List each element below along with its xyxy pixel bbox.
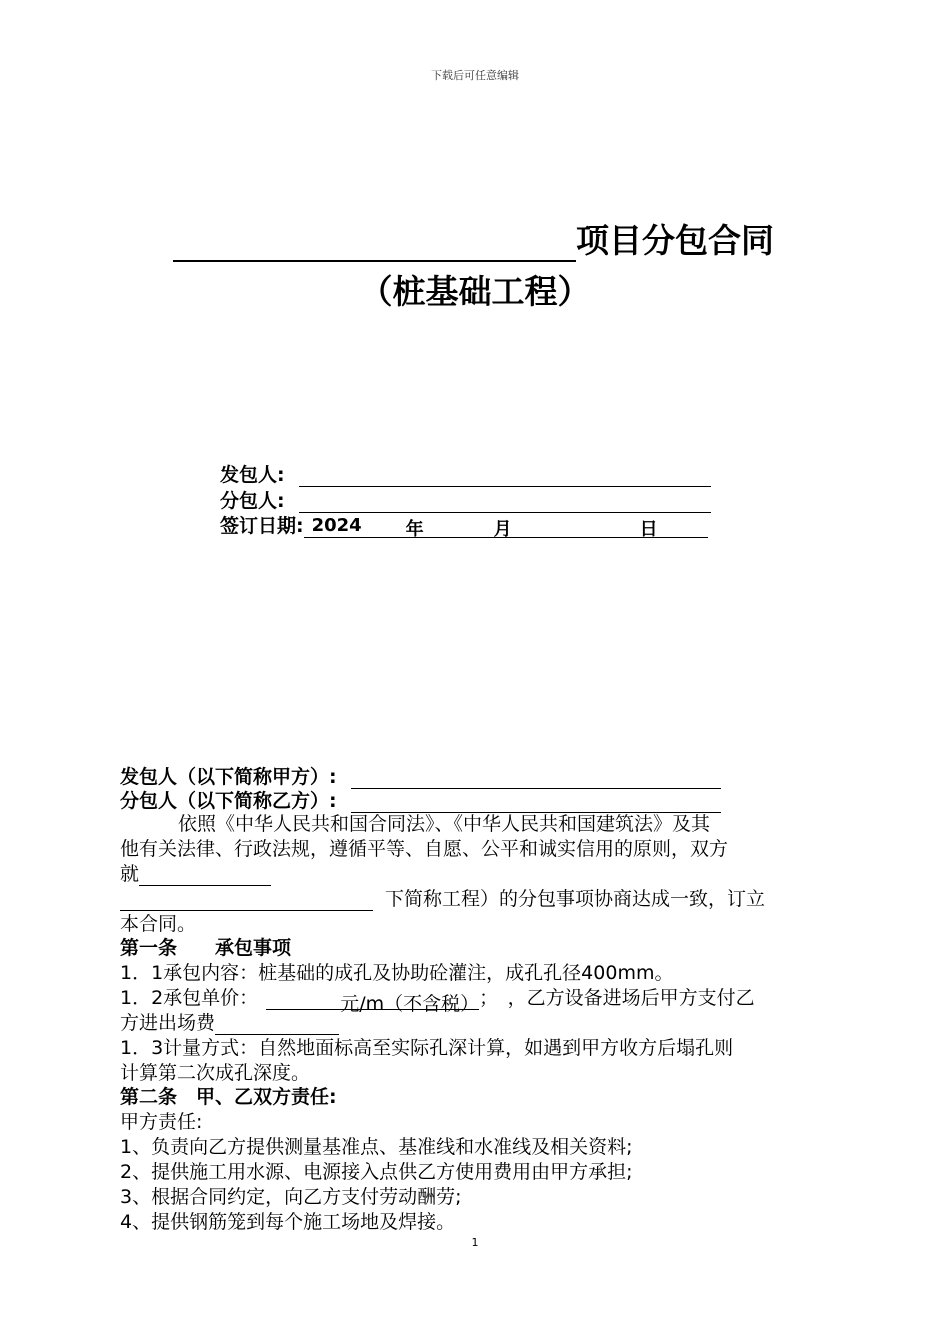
party-b-label: 分包人（以下简称乙方）: (120, 790, 337, 812)
project-name-blank-2 (120, 890, 373, 911)
party-a-responsibilities: 甲方责任: (120, 1111, 203, 1133)
cover-sign-date (220, 511, 708, 538)
item-1-2-suffix: ； ，乙方设备进场后甲方支付乙 (479, 987, 755, 1009)
intro-line-3-text: 就 (120, 863, 140, 885)
unit-price-blank (266, 989, 480, 1015)
project-name-blank (173, 226, 576, 262)
intro-line-4 (120, 884, 765, 911)
contract-subtitle: （桩基础工程） (359, 272, 591, 311)
cover-subcontractor-blank (299, 492, 711, 513)
party-a-line (120, 762, 721, 789)
item-1-3-line-1: 1．3计量方式：自然地面标高至实际孔深计算，如遇到甲方收方后塌孔则 (120, 1037, 734, 1059)
responsibility-4: 4、提供钢筋笼到每个施工场地及焊接。 (120, 1211, 456, 1233)
intro-line-4-text: 下简称工程）的分包事项协商达成一致，订立 (385, 888, 766, 910)
cover-subcontractor-label: 分包人: (220, 490, 285, 512)
page-number: 1 (471, 1236, 479, 1249)
cover-employer-label: 发包人: (220, 464, 285, 486)
cover-date-label: 签订日期: (220, 515, 304, 537)
contract-title-text: 项目分包合同 (576, 221, 774, 260)
article-2-title: 第二条 甲、乙双方责任: (120, 1086, 337, 1108)
header-note: 下载后可任意编辑 (431, 69, 519, 82)
party-a-label: 发包人（以下简称甲方）: (120, 766, 337, 788)
item-1-3-line-2: 计算第二次成孔深度。 (120, 1062, 311, 1084)
cover-date-year-unit: 年 (405, 519, 424, 540)
responsibility-3: 3、根据合同约定，向乙方支付劳动酬劳; (120, 1186, 462, 1208)
intro-line-2: 他有关法律、行政法规，遵循平等、自愿、公平和诚实信用的原则，双方 (120, 838, 729, 860)
intro-line-3 (120, 859, 271, 886)
intro-line-5: 本合同。 (120, 913, 197, 935)
cover-subcontractor (220, 486, 711, 513)
responsibility-2: 2、提供施工用水源、电源接入点供乙方使用费用由甲方承担; (120, 1161, 633, 1183)
cover-date-month-unit: 月 (493, 519, 512, 540)
entry-fee-blank (215, 1014, 339, 1035)
article-1-title: 第一条 承包事项 (120, 937, 292, 959)
item-1-2-prefix: 1．2承包单价： (120, 987, 259, 1009)
project-blank (139, 865, 271, 886)
contract-title (173, 215, 774, 262)
item-1-2-line-2 (120, 1008, 339, 1035)
responsibility-1: 1、负责向乙方提供测量基准点、基准线和水准线及相关资料; (120, 1136, 633, 1158)
cover-date-blank (304, 515, 708, 538)
unit-price-unit: 元/m（不含税） (340, 993, 480, 1015)
item-1-2-line-2-text: 方进出场费 (120, 1012, 216, 1034)
item-1-2 (120, 983, 755, 1015)
item-1-1: 1．1承包内容：桩基础的成孔及协助砼灌注，成孔孔径400mm。 (120, 962, 674, 984)
intro-line-1: 依照《中华人民共和国合同法》、《中华人民共和国建筑法》及其 (178, 813, 711, 835)
cover-employer-blank (299, 466, 711, 487)
cover-date-year: 2024 (311, 515, 362, 536)
cover-employer (220, 460, 711, 487)
cover-date-day-unit: 日 (639, 519, 658, 540)
